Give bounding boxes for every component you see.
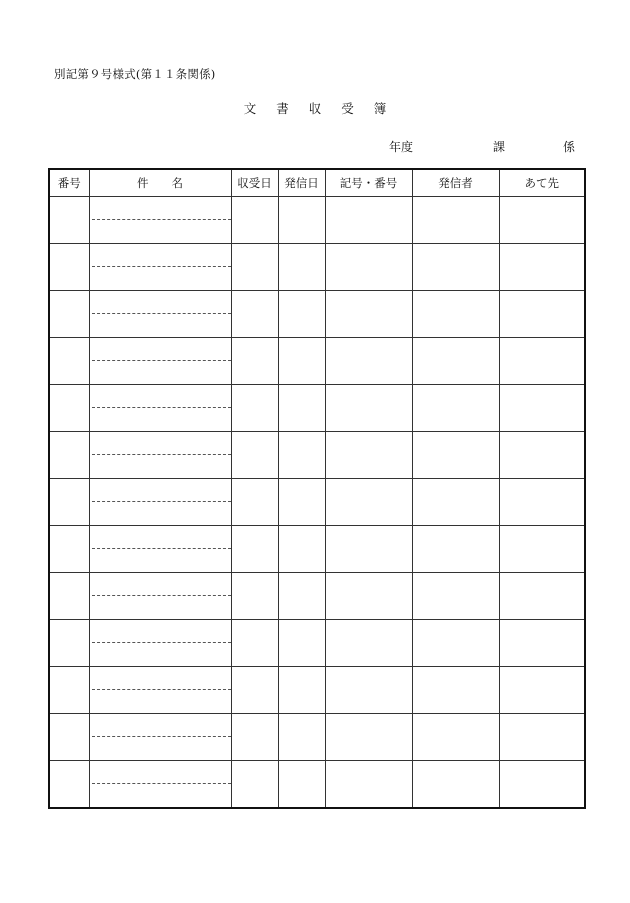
table-row: [49, 714, 585, 761]
sent-date-cell[interactable]: [278, 761, 325, 809]
reference-number-cell[interactable]: [325, 338, 412, 385]
subject-cell[interactable]: [89, 573, 231, 620]
received-date-cell[interactable]: [231, 244, 278, 291]
subject-dashed-divider: [92, 360, 231, 361]
recipient-cell[interactable]: [499, 432, 585, 479]
subject-dashed-divider: [92, 736, 231, 737]
sender-cell[interactable]: [412, 526, 499, 573]
header-subject: 件 名: [89, 169, 231, 197]
sent-date-cell[interactable]: [278, 197, 325, 244]
subject-dashed-divider: [92, 689, 231, 690]
sent-date-cell[interactable]: [278, 291, 325, 338]
reference-number-cell[interactable]: [325, 620, 412, 667]
subject-dashed-divider: [92, 454, 231, 455]
sender-cell[interactable]: [412, 714, 499, 761]
recipient-cell[interactable]: [499, 244, 585, 291]
sender-cell[interactable]: [412, 244, 499, 291]
subject-cell[interactable]: [89, 432, 231, 479]
received-date-cell[interactable]: [231, 667, 278, 714]
received-date-cell[interactable]: [231, 620, 278, 667]
subject-dashed-divider: [92, 219, 231, 220]
subject-cell[interactable]: [89, 197, 231, 244]
number-cell[interactable]: [49, 432, 89, 479]
number-cell[interactable]: [49, 385, 89, 432]
subject-cell[interactable]: [89, 526, 231, 573]
reference-number-cell[interactable]: [325, 291, 412, 338]
header-sender: 発信者: [412, 169, 499, 197]
recipient-cell[interactable]: [499, 385, 585, 432]
table-row: [49, 573, 585, 620]
document-register-table: [48, 168, 586, 809]
subject-dashed-divider: [92, 266, 231, 267]
number-cell[interactable]: [49, 479, 89, 526]
number-cell[interactable]: [49, 526, 89, 573]
sent-date-cell[interactable]: [278, 479, 325, 526]
table-row: [49, 620, 585, 667]
subject-dashed-divider: [92, 313, 231, 314]
number-cell[interactable]: [49, 714, 89, 761]
document-title: 文 書 収 受 簿: [243, 101, 395, 116]
subject-cell[interactable]: [89, 385, 231, 432]
number-cell[interactable]: [49, 244, 89, 291]
received-date-cell[interactable]: [231, 338, 278, 385]
sender-cell[interactable]: [412, 291, 499, 338]
subject-dashed-divider: [92, 642, 231, 643]
subject-cell[interactable]: [89, 620, 231, 667]
sent-date-cell[interactable]: [278, 526, 325, 573]
received-date-cell[interactable]: [231, 197, 278, 244]
subject-cell[interactable]: [89, 244, 231, 291]
recipient-cell[interactable]: [499, 620, 585, 667]
recipient-cell[interactable]: [499, 761, 585, 809]
reference-number-cell[interactable]: [325, 197, 412, 244]
subject-cell[interactable]: [89, 667, 231, 714]
reference-number-cell[interactable]: [325, 385, 412, 432]
received-date-cell[interactable]: [231, 432, 278, 479]
subject-cell[interactable]: [89, 338, 231, 385]
recipient-cell[interactable]: [499, 479, 585, 526]
reference-number-cell[interactable]: [325, 573, 412, 620]
subject-cell[interactable]: [89, 761, 231, 809]
sender-cell[interactable]: [412, 761, 499, 809]
table-row: [49, 761, 585, 809]
sender-cell[interactable]: [412, 479, 499, 526]
sent-date-cell[interactable]: [278, 338, 325, 385]
header-reference-number: 記号・番号: [325, 169, 412, 197]
sender-cell[interactable]: [412, 667, 499, 714]
sender-cell[interactable]: [412, 573, 499, 620]
subject-cell[interactable]: [89, 714, 231, 761]
received-date-cell[interactable]: [231, 714, 278, 761]
subject-cell[interactable]: [89, 291, 231, 338]
sender-cell[interactable]: [412, 338, 499, 385]
reference-number-cell[interactable]: [325, 761, 412, 809]
header-recipient: あて先: [499, 169, 585, 197]
number-cell[interactable]: [49, 761, 89, 809]
subject-dashed-divider: [92, 595, 231, 596]
reference-number-cell[interactable]: [325, 244, 412, 291]
reference-number-cell[interactable]: [325, 432, 412, 479]
table-row: [49, 338, 585, 385]
number-cell[interactable]: [49, 197, 89, 244]
sent-date-cell[interactable]: [278, 244, 325, 291]
table-row: [49, 432, 585, 479]
table-row: [49, 244, 585, 291]
number-cell[interactable]: [49, 620, 89, 667]
number-cell[interactable]: [49, 291, 89, 338]
recipient-cell[interactable]: [499, 526, 585, 573]
number-cell[interactable]: [49, 338, 89, 385]
table-row: [49, 526, 585, 573]
subject-dashed-divider: [92, 407, 231, 408]
sent-date-cell[interactable]: [278, 385, 325, 432]
recipient-cell[interactable]: [499, 197, 585, 244]
subject-dashed-divider: [92, 783, 231, 784]
table-row: [49, 667, 585, 714]
header-number: 番号: [49, 169, 89, 197]
recipient-cell[interactable]: [499, 291, 585, 338]
received-date-cell[interactable]: [231, 479, 278, 526]
subject-dashed-divider: [92, 501, 231, 502]
section-label: 課: [493, 140, 506, 154]
sent-date-cell[interactable]: [278, 714, 325, 761]
sender-cell[interactable]: [412, 385, 499, 432]
table-body: [49, 197, 585, 809]
recipient-cell[interactable]: [499, 667, 585, 714]
subsection-label: 係: [563, 140, 576, 154]
recipient-cell[interactable]: [499, 573, 585, 620]
subject-cell[interactable]: [89, 479, 231, 526]
table-row: [49, 291, 585, 338]
header-sent-date: 発信日: [278, 169, 325, 197]
table-row: [49, 197, 585, 244]
subject-dashed-divider: [92, 548, 231, 549]
header-received-date: 収受日: [231, 169, 278, 197]
reference-number-cell[interactable]: [325, 479, 412, 526]
table-row: [49, 385, 585, 432]
sent-date-cell[interactable]: [278, 620, 325, 667]
sent-date-cell[interactable]: [278, 432, 325, 479]
reference-number-cell[interactable]: [325, 667, 412, 714]
sent-date-cell[interactable]: [278, 573, 325, 620]
table-row: [49, 479, 585, 526]
sender-cell[interactable]: [412, 197, 499, 244]
received-date-cell[interactable]: [231, 291, 278, 338]
table-header-row: [49, 169, 585, 197]
number-cell[interactable]: [49, 573, 89, 620]
received-date-cell[interactable]: [231, 385, 278, 432]
sender-cell[interactable]: [412, 432, 499, 479]
form-reference: 別記第９号様式(第１１条関係): [54, 67, 216, 81]
number-cell[interactable]: [49, 667, 89, 714]
sent-date-cell[interactable]: [278, 667, 325, 714]
recipient-cell[interactable]: [499, 714, 585, 761]
received-date-cell[interactable]: [231, 761, 278, 809]
reference-number-cell[interactable]: [325, 526, 412, 573]
recipient-cell[interactable]: [499, 338, 585, 385]
received-date-cell[interactable]: [231, 573, 278, 620]
sender-cell[interactable]: [412, 620, 499, 667]
reference-number-cell[interactable]: [325, 714, 412, 761]
fiscal-year-label: 年度: [389, 140, 414, 154]
received-date-cell[interactable]: [231, 526, 278, 573]
